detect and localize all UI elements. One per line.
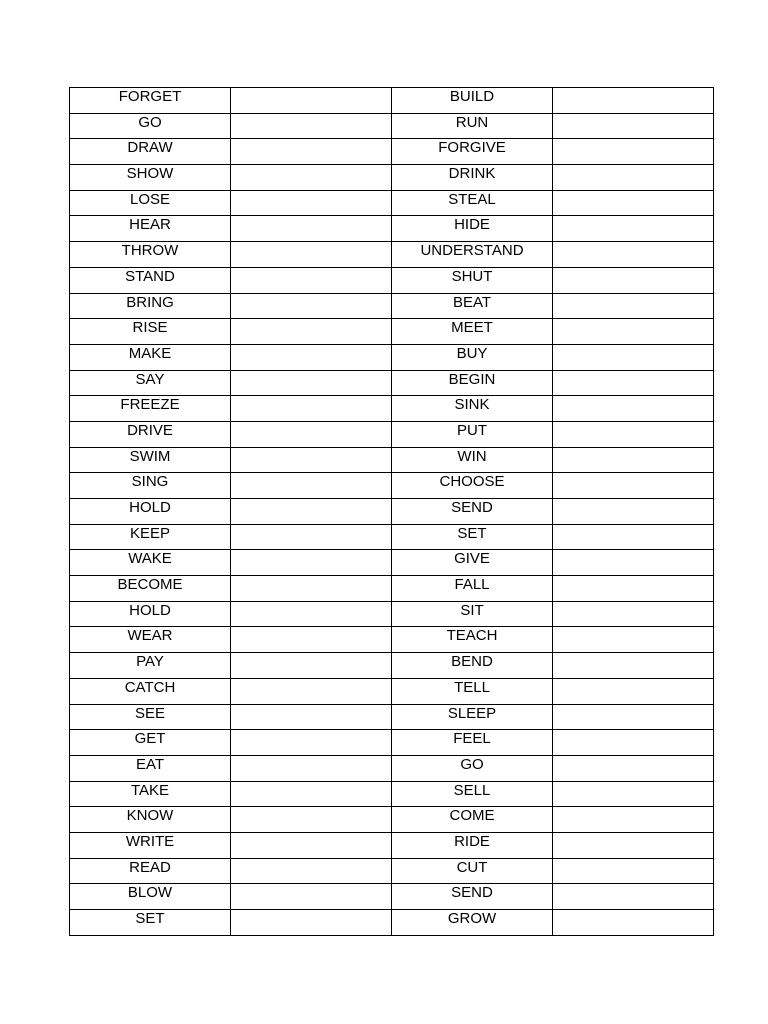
right-answer-cell[interactable] xyxy=(553,88,714,114)
right-answer-cell[interactable] xyxy=(553,165,714,191)
right-verb-cell xyxy=(392,653,553,679)
verb-label: SWIM xyxy=(129,447,171,465)
left-answer-cell[interactable] xyxy=(231,858,392,884)
verb-label: SINK xyxy=(454,396,490,414)
verb-label: SING xyxy=(131,473,169,491)
verb-label: SEND xyxy=(451,884,493,902)
verb-label: SIT xyxy=(460,601,484,619)
left-verb-cell xyxy=(70,370,231,396)
left-verb-cell xyxy=(70,473,231,499)
verb-label: STAND xyxy=(125,267,175,285)
verb-label: SET xyxy=(457,524,487,542)
right-answer-cell[interactable] xyxy=(553,550,714,576)
left-answer-cell[interactable] xyxy=(231,267,392,293)
left-verb-cell xyxy=(70,678,231,704)
verb-label: LOSE xyxy=(129,190,171,208)
right-verb-cell xyxy=(392,858,553,884)
right-answer-cell[interactable] xyxy=(553,730,714,756)
verb-label: MEET xyxy=(451,319,493,337)
left-answer-cell[interactable] xyxy=(231,807,392,833)
right-answer-cell[interactable] xyxy=(553,627,714,653)
left-answer-cell[interactable] xyxy=(231,884,392,910)
verb-label: HIDE xyxy=(454,216,490,234)
left-answer-cell[interactable] xyxy=(231,447,392,473)
right-verb-cell xyxy=(392,113,553,139)
left-answer-cell[interactable] xyxy=(231,601,392,627)
left-answer-cell[interactable] xyxy=(231,242,392,268)
left-verb-cell xyxy=(70,807,231,833)
right-answer-cell[interactable] xyxy=(553,396,714,422)
table-row xyxy=(70,730,714,756)
table-row xyxy=(70,576,714,602)
verb-label: FORGIVE xyxy=(438,139,506,157)
verb-label: GO xyxy=(138,113,162,131)
verb-label: SEND xyxy=(451,499,493,516)
verb-label: READ xyxy=(129,858,171,876)
verb-label: BECOME xyxy=(117,576,183,594)
right-answer-cell[interactable] xyxy=(553,704,714,730)
verb-label: BEND xyxy=(451,653,493,671)
verb-label: UNDERSTAND xyxy=(420,242,524,260)
left-answer-cell[interactable] xyxy=(231,421,392,447)
verb-label: SELL xyxy=(453,781,491,799)
table-row xyxy=(70,370,714,396)
left-answer-cell[interactable] xyxy=(231,88,392,114)
left-verb-cell xyxy=(70,421,231,447)
right-verb-cell xyxy=(392,370,553,396)
left-answer-cell[interactable] xyxy=(231,781,392,807)
verb-label: BUY xyxy=(456,344,488,362)
right-verb-cell xyxy=(392,293,553,319)
right-answer-cell[interactable] xyxy=(553,524,714,550)
right-verb-cell xyxy=(392,807,553,833)
verb-label: CHOOSE xyxy=(439,473,505,491)
left-answer-cell[interactable] xyxy=(231,524,392,550)
verb-label: HEAR xyxy=(129,216,171,234)
right-verb-cell xyxy=(392,576,553,602)
left-answer-cell[interactable] xyxy=(231,190,392,216)
table-row xyxy=(70,473,714,499)
right-answer-cell[interactable] xyxy=(553,267,714,293)
left-verb-cell xyxy=(70,267,231,293)
right-answer-cell[interactable] xyxy=(553,499,714,525)
verb-label: FREEZE xyxy=(120,396,180,414)
right-answer-cell[interactable] xyxy=(553,653,714,679)
left-verb-cell xyxy=(70,524,231,550)
left-verb-cell xyxy=(70,499,231,525)
verb-label: TAKE xyxy=(130,781,170,799)
verb-label: TELL xyxy=(454,678,490,696)
verb-label: GO xyxy=(460,755,484,773)
right-verb-cell xyxy=(392,550,553,576)
verb-label: WEAR xyxy=(127,627,173,645)
left-answer-cell[interactable] xyxy=(231,576,392,602)
table-row xyxy=(70,858,714,884)
left-verb-cell xyxy=(70,858,231,884)
table-row xyxy=(70,627,714,653)
left-answer-cell[interactable] xyxy=(231,730,392,756)
right-verb-cell xyxy=(392,190,553,216)
right-answer-cell[interactable] xyxy=(553,755,714,781)
table-row xyxy=(70,396,714,422)
table-row xyxy=(70,781,714,807)
verb-label: FORGET xyxy=(118,88,182,105)
right-verb-cell xyxy=(392,601,553,627)
table-row xyxy=(70,319,714,345)
left-answer-cell[interactable] xyxy=(231,139,392,165)
left-verb-cell xyxy=(70,832,231,858)
right-verb-cell xyxy=(392,421,553,447)
left-answer-cell[interactable] xyxy=(231,627,392,653)
left-verb-cell xyxy=(70,627,231,653)
verb-label: TEACH xyxy=(446,627,498,645)
right-verb-cell xyxy=(392,216,553,242)
right-verb-cell xyxy=(392,781,553,807)
table-row xyxy=(70,601,714,627)
left-verb-cell xyxy=(70,190,231,216)
table-row xyxy=(70,653,714,679)
table-row xyxy=(70,447,714,473)
left-verb-cell xyxy=(70,910,231,936)
right-answer-cell[interactable] xyxy=(553,807,714,833)
right-answer-cell[interactable] xyxy=(553,113,714,139)
right-verb-cell xyxy=(392,242,553,268)
verb-label: THROW xyxy=(121,242,179,260)
right-verb-cell xyxy=(392,499,553,525)
left-verb-cell xyxy=(70,216,231,242)
verb-label: SHOW xyxy=(126,165,174,183)
left-answer-cell[interactable] xyxy=(231,396,392,422)
left-verb-cell xyxy=(70,113,231,139)
table-row xyxy=(70,550,714,576)
table-row xyxy=(70,678,714,704)
left-verb-cell xyxy=(70,601,231,627)
verb-label: SLEEP xyxy=(447,704,497,722)
verb-label: BLOW xyxy=(127,884,173,902)
left-verb-cell xyxy=(70,781,231,807)
right-verb-cell xyxy=(392,396,553,422)
left-verb-cell xyxy=(70,319,231,345)
right-verb-cell xyxy=(392,910,553,936)
verb-label: BEAT xyxy=(452,293,492,311)
left-answer-cell[interactable] xyxy=(231,344,392,370)
table-row xyxy=(70,165,714,191)
verb-label: DRAW xyxy=(127,139,173,157)
right-verb-cell xyxy=(392,884,553,910)
table-row xyxy=(70,421,714,447)
right-verb-cell xyxy=(392,832,553,858)
left-answer-cell[interactable] xyxy=(231,113,392,139)
left-answer-cell[interactable] xyxy=(231,910,392,936)
left-answer-cell[interactable] xyxy=(231,704,392,730)
table-row xyxy=(70,524,714,550)
verb-label: CATCH xyxy=(124,678,176,696)
right-answer-cell[interactable] xyxy=(553,370,714,396)
verb-label: BUILD xyxy=(449,88,495,105)
right-verb-cell xyxy=(392,139,553,165)
left-answer-cell[interactable] xyxy=(231,370,392,396)
left-answer-cell[interactable] xyxy=(231,473,392,499)
left-verb-cell xyxy=(70,242,231,268)
verb-table xyxy=(69,87,714,936)
verb-label: KEEP xyxy=(129,524,171,542)
left-verb-cell xyxy=(70,755,231,781)
right-answer-cell[interactable] xyxy=(553,832,714,858)
right-answer-cell[interactable] xyxy=(553,576,714,602)
verb-label: HOLD xyxy=(129,499,171,516)
table-row xyxy=(70,704,714,730)
table-row xyxy=(70,88,714,114)
left-answer-cell[interactable] xyxy=(231,755,392,781)
left-verb-cell xyxy=(70,139,231,165)
left-verb-cell xyxy=(70,730,231,756)
verb-label: SEE xyxy=(134,704,165,722)
left-verb-cell xyxy=(70,550,231,576)
right-verb-cell xyxy=(392,627,553,653)
verb-label: GET xyxy=(134,730,166,748)
table-row xyxy=(70,242,714,268)
table-row xyxy=(70,807,714,833)
verb-label: PAY xyxy=(136,653,164,671)
left-answer-cell[interactable] xyxy=(231,653,392,679)
right-verb-cell xyxy=(392,319,553,345)
left-answer-cell[interactable] xyxy=(231,550,392,576)
right-answer-cell[interactable] xyxy=(553,344,714,370)
verb-label: SHUT xyxy=(451,267,493,285)
right-answer-cell[interactable] xyxy=(553,781,714,807)
left-verb-cell xyxy=(70,396,231,422)
table-row xyxy=(70,216,714,242)
right-answer-cell[interactable] xyxy=(553,421,714,447)
right-answer-cell[interactable] xyxy=(553,858,714,884)
verb-label: GIVE xyxy=(454,550,490,568)
right-answer-cell[interactable] xyxy=(553,884,714,910)
left-answer-cell[interactable] xyxy=(231,216,392,242)
left-verb-cell xyxy=(70,344,231,370)
right-verb-cell xyxy=(392,678,553,704)
table-row xyxy=(70,755,714,781)
verb-label: SAY xyxy=(135,370,165,388)
left-answer-cell[interactable] xyxy=(231,293,392,319)
right-verb-cell xyxy=(392,755,553,781)
table-row xyxy=(70,267,714,293)
verb-label: KNOW xyxy=(126,807,174,825)
left-answer-cell[interactable] xyxy=(231,678,392,704)
table-row xyxy=(70,884,714,910)
right-verb-cell xyxy=(392,165,553,191)
verb-label: FALL xyxy=(454,576,490,594)
verb-table-body xyxy=(70,88,714,936)
right-verb-cell xyxy=(392,730,553,756)
verb-label: MAKE xyxy=(128,344,172,362)
left-verb-cell xyxy=(70,884,231,910)
table-row xyxy=(70,832,714,858)
verb-label: SET xyxy=(135,910,165,927)
left-verb-cell xyxy=(70,165,231,191)
table-row xyxy=(70,344,714,370)
table-row xyxy=(70,139,714,165)
right-verb-cell xyxy=(392,344,553,370)
verb-label: DRINK xyxy=(448,165,496,183)
table-row xyxy=(70,113,714,139)
right-answer-cell[interactable] xyxy=(553,678,714,704)
verb-label: PUT xyxy=(457,421,487,439)
verb-label: DRIVE xyxy=(127,421,173,439)
right-verb-cell xyxy=(392,447,553,473)
verb-label: WIN xyxy=(457,447,487,465)
verb-label: EAT xyxy=(135,755,165,773)
verb-label: BRING xyxy=(126,293,174,311)
right-verb-cell xyxy=(392,524,553,550)
verb-label: RIDE xyxy=(454,832,490,850)
left-answer-cell[interactable] xyxy=(231,319,392,345)
verb-label: CUT xyxy=(456,858,488,876)
right-answer-cell[interactable] xyxy=(553,190,714,216)
left-answer-cell[interactable] xyxy=(231,499,392,525)
left-verb-cell xyxy=(70,653,231,679)
right-verb-cell xyxy=(392,473,553,499)
right-answer-cell[interactable] xyxy=(553,910,714,936)
table-row xyxy=(70,293,714,319)
right-answer-cell[interactable] xyxy=(553,139,714,165)
right-answer-cell[interactable] xyxy=(553,473,714,499)
left-verb-cell xyxy=(70,704,231,730)
right-verb-cell xyxy=(392,88,553,114)
right-answer-cell[interactable] xyxy=(553,242,714,268)
verb-label: HOLD xyxy=(129,601,171,619)
verb-label: WAKE xyxy=(128,550,172,568)
verb-label: BEGIN xyxy=(448,370,496,388)
verb-label: WRITE xyxy=(125,832,175,850)
right-answer-cell[interactable] xyxy=(553,293,714,319)
verb-label: STEAL xyxy=(448,190,496,208)
right-answer-cell[interactable] xyxy=(553,447,714,473)
verb-label: RUN xyxy=(455,113,489,131)
right-answer-cell[interactable] xyxy=(553,216,714,242)
left-verb-cell xyxy=(70,576,231,602)
verb-label: FEEL xyxy=(453,730,491,748)
verb-label: RISE xyxy=(132,319,168,337)
table-row xyxy=(70,190,714,216)
right-answer-cell[interactable] xyxy=(553,601,714,627)
left-verb-cell xyxy=(70,447,231,473)
left-verb-cell xyxy=(70,293,231,319)
left-verb-cell xyxy=(70,88,231,114)
left-answer-cell[interactable] xyxy=(231,832,392,858)
table-row xyxy=(70,499,714,525)
right-verb-cell xyxy=(392,267,553,293)
verb-label: GROW xyxy=(447,910,497,927)
right-verb-cell xyxy=(392,704,553,730)
right-answer-cell[interactable] xyxy=(553,319,714,345)
verb-label: COME xyxy=(449,807,495,825)
left-answer-cell[interactable] xyxy=(231,165,392,191)
table-row xyxy=(70,910,714,936)
